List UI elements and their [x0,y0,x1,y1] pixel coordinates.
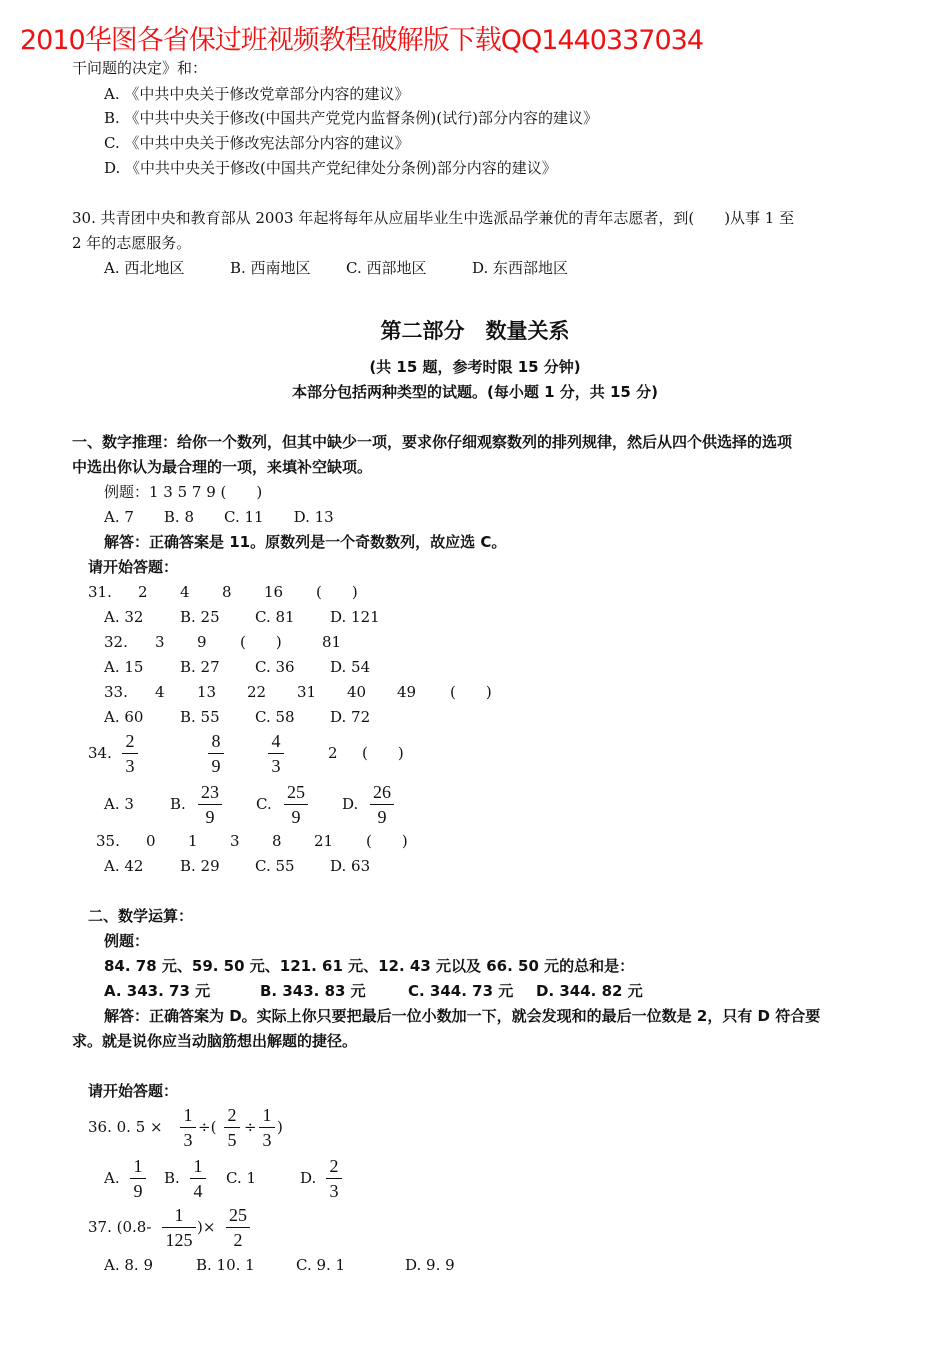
q32-blank: ( ) [240,633,282,651]
sec2-example-problem: 84. 78 元、59. 50 元、121. 61 元、12. 43 元以及 66. 50 元的总和是： [104,957,635,975]
q34-option-b-fraction: 23 9 [198,781,222,828]
q32-option-a: A. 15 [104,658,144,676]
q37-prefix: 37. (0.8- [88,1218,152,1236]
sec1-start: 请开始答题： [88,558,179,576]
q36-operator: ÷( [198,1118,217,1136]
q36-option-c: C. 1 [226,1169,257,1187]
q33-term: 4 [155,683,165,701]
q33-term: 13 [197,683,217,701]
q32-number: 32. [104,633,128,651]
q34-option-a: A. 3 [104,795,134,813]
sec1-example: 例题：1 3 5 7 9 ( ) [104,483,263,501]
q31-option-a: A. 32 [104,608,144,626]
q32-option-b: B. 27 [180,658,220,676]
q37-option-a: A. 8. 9 [104,1256,153,1274]
q29-option-d: D. 《中共中央关于修改(中国共产党纪律处分条例)部分内容的建议》 [104,159,557,177]
q36-operator: ÷ [244,1118,257,1136]
q32-term: 9 [197,633,207,651]
q35-term: 3 [230,832,240,850]
q37-option-d: D. 9. 9 [405,1256,455,1274]
q36-option-a-label: A. [104,1169,120,1187]
q33-blank: ( ) [450,683,492,701]
q34-option-d-label: D. [342,795,359,813]
q35-term: 0 [146,832,156,850]
q29-option-c: C. 《中共中央关于修改宪法部分内容的建议》 [104,134,410,152]
q36-prefix: 36. 0. 5 × [88,1118,163,1136]
q30-option-c: C. 西部地区 [346,259,427,277]
q37-option-c: C. 9. 1 [296,1256,346,1274]
q29-tail: 干问题的决定》和： [72,59,208,77]
sec2-answer-line2: 求。就是说你应当动脑筋想出解题的捷径。 [72,1032,358,1050]
sec2-option-d: D. 344. 82 元 [536,982,643,1000]
q37-fraction: 25 2 [226,1204,250,1251]
q32-option-d: D. 54 [330,658,371,676]
sec1-intro-line1: 一、数字推理：给你一个数列，但其中缺少一项，要求你仔细观察数列的排列规律，然后从四个供选择的选项 [72,433,793,451]
q35-term: 1 [188,832,198,850]
q35-option-b: B. 29 [180,857,220,875]
sec2-example-label: 例题： [104,932,150,950]
q30-option-a: A. 西北地区 [104,259,185,277]
q35-term: 8 [272,832,282,850]
q34-option-b-label: B. [170,795,186,813]
q31-term: 16 [264,583,284,601]
q31-option-c: C. 81 [255,608,295,626]
q36-fraction: 1 3 [259,1104,275,1151]
q36-option-d-label: D. [300,1169,317,1187]
sec2-title: 二、数学运算： [88,907,194,925]
q34-fraction: 4 3 [268,730,284,777]
sec2-start: 请开始答题： [88,1082,179,1100]
q34-option-c-fraction: 25 9 [284,781,308,828]
q34-number: 34. [88,744,112,762]
q34-option-c-label: C. [256,795,272,813]
q34-option-d-fraction: 26 9 [370,781,394,828]
q31-number: 31. [88,583,112,601]
q31-term: 4 [180,583,190,601]
q30-option-b: B. 西南地区 [230,259,311,277]
q35-option-a: A. 42 [104,857,144,875]
q33-option-a: A. 60 [104,708,144,726]
q33-option-c: C. 58 [255,708,295,726]
q34-fraction: 2 3 [122,730,138,777]
q31-blank: ( ) [316,583,358,601]
q34-term: 2 [328,744,338,762]
sec1-example-options: A. 7 B. 8 C. 11 D. 13 [104,508,334,526]
q33-term: 49 [397,683,417,701]
q36-option-d-fraction: 2 3 [326,1155,342,1202]
q30-option-d: D. 东西部地区 [472,259,569,277]
q33-option-d: D. 72 [330,708,371,726]
q30-line1: 30. 共青团中央和教育部从 2003 年起将每年从应届毕业生中选派品学兼优的青年志愿者，到( )从事 1 至 [72,209,795,227]
q35-option-d: D. 63 [330,857,371,875]
watermark-banner: 2010华图各省保过班视频教程破解版下载QQ1440337034 [20,25,703,56]
sec2-answer-line1: 解答：正确答案为 D。实际上你只要把最后一位小数加一下，就会发现和的最后一位数是 2，只有 D 符合要 [104,1007,821,1025]
q32-option-c: C. 36 [255,658,295,676]
q33-term: 31 [297,683,317,701]
q36-option-b-label: B. [164,1169,180,1187]
q30-line2: 2 年的志愿服务。 [72,234,192,252]
q31-term: 2 [138,583,148,601]
q37-operator: )× [197,1218,216,1236]
sec2-option-a: A. 343. 73 元 [104,982,211,1000]
q29-option-a: A. 《中共中央关于修改党章部分内容的建议》 [104,85,410,103]
sec2-option-b: B. 343. 83 元 [260,982,366,1000]
q36-option-a-fraction: 1 9 [130,1155,146,1202]
q31-term: 8 [222,583,232,601]
q33-term: 40 [347,683,367,701]
q36-option-b-fraction: 1 4 [190,1155,206,1202]
part2-subtitle: (共 15 题，参考时限 15 分钟) [369,358,581,376]
q32-term: 81 [322,633,342,651]
q35-term: 21 [314,832,334,850]
sec2-option-c: C. 344. 73 元 [408,982,514,1000]
q34-fraction: 8 9 [208,730,224,777]
q31-option-b: B. 25 [180,608,220,626]
sec1-example-answer: 解答：正确答案是 11。原数列是一个奇数数列，故应选 C。 [104,533,507,551]
q32-term: 3 [155,633,165,651]
q33-number: 33. [104,683,128,701]
q33-term: 22 [247,683,267,701]
q33-option-b: B. 55 [180,708,220,726]
q35-option-c: C. 55 [255,857,295,875]
q36-fraction: 1 3 [180,1104,196,1151]
part2-title: 第二部分 数量关系 [380,319,570,343]
q37-fraction: 1 125 [162,1204,196,1251]
q31-option-d: D. 121 [330,608,380,626]
q29-option-b: B. 《中共中央关于修改(中国共产党党内监督条例)(试行)部分内容的建议》 [104,109,598,127]
sec1-intro-line2: 中选出你认为最合理的一项，来填补空缺项。 [72,458,373,476]
q34-blank: ( ) [362,744,404,762]
q36-fraction: 2 5 [224,1104,240,1151]
q36-close: ) [277,1118,283,1136]
q35-blank: ( ) [366,832,408,850]
part2-description: 本部分包括两种类型的试题。(每小题 1 分，共 15 分) [292,383,658,401]
q35-number: 35. [96,832,120,850]
q37-option-b: B. 10. 1 [196,1256,255,1274]
